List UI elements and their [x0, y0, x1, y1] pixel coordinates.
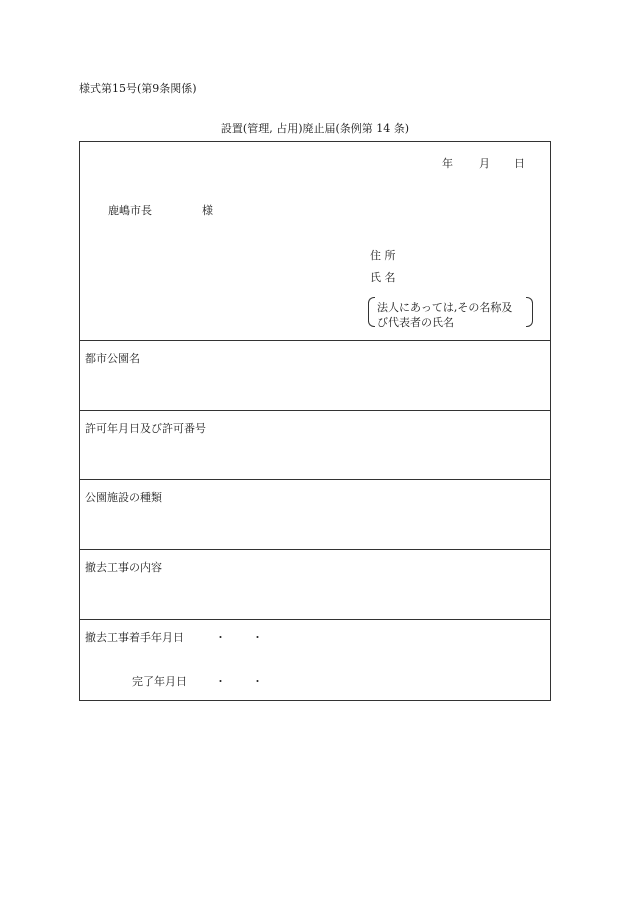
name-label: 氏 名: [370, 271, 396, 284]
facility-type-label: 公園施設の種類: [85, 491, 162, 504]
removal-start-dot-1: ・: [215, 631, 226, 644]
corporate-note-line2: び代表者の氏名: [377, 316, 454, 329]
form-title: 設置(管理, 占用)廃止届(条例第 14 条): [220, 122, 410, 135]
removal-start-dot-2: ・: [252, 631, 263, 644]
address-label: 住 所: [370, 249, 396, 262]
removal-start-label: 撤去工事着手年月日: [85, 631, 184, 644]
note-bracket-left: [368, 297, 375, 327]
date-day-label: 日: [514, 157, 525, 170]
row-divider: [80, 619, 550, 620]
addressee-name: 鹿嶋市長: [108, 204, 152, 217]
row-divider: [80, 479, 550, 480]
date-month-label: 月: [479, 157, 490, 170]
permit-date-number-label: 許可年月日及び許可番号: [85, 422, 206, 435]
completion-dot-1: ・: [215, 675, 226, 688]
form-number: 様式第15号(第9条関係): [79, 82, 197, 95]
completion-label: 完了年月日: [132, 675, 187, 688]
removal-content-label: 撤去工事の内容: [85, 561, 162, 574]
row-divider: [80, 410, 550, 411]
completion-dot-2: ・: [252, 675, 263, 688]
row-divider: [80, 340, 550, 341]
corporate-note-line1: 法人にあっては,その名称及: [377, 301, 513, 314]
form-box: [79, 141, 551, 701]
date-year-label: 年: [442, 157, 453, 170]
note-bracket-right: [526, 297, 533, 327]
park-name-label: 都市公園名: [85, 352, 140, 365]
addressee-honorific: 様: [202, 204, 213, 217]
row-divider: [80, 549, 550, 550]
